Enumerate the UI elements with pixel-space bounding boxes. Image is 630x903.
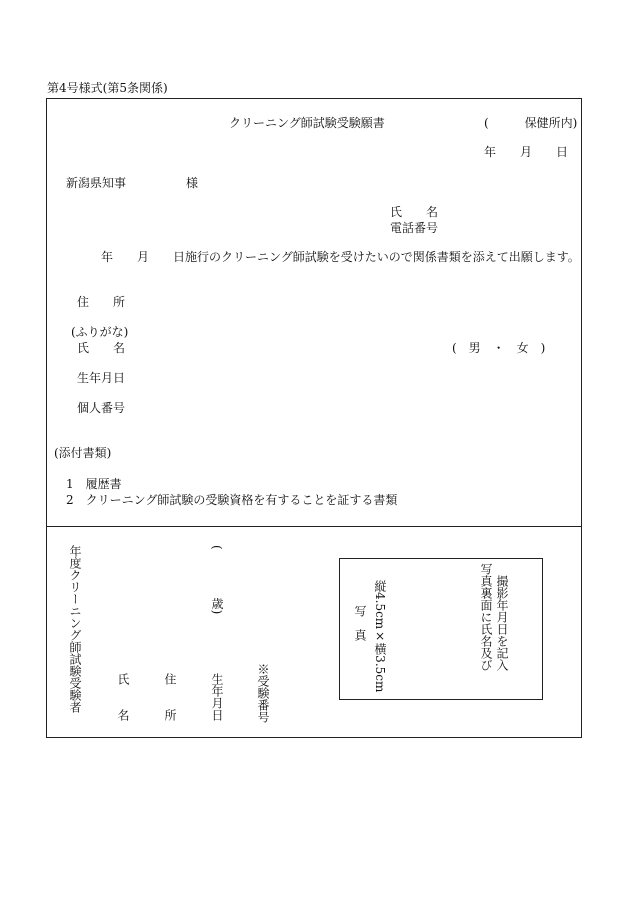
furigana-label: (ふりがな) [71, 325, 129, 339]
addressee: 新潟県知事 様 [66, 176, 199, 190]
form-number: 第4号様式(第5条関係) [47, 81, 168, 95]
attachments-heading: (添付書類) [54, 446, 112, 460]
health-center-field: ( 保健所内) [484, 116, 578, 130]
ticket-title: 年度クリーニング師試験受験者 [68, 545, 82, 713]
name-label: 氏 名 [77, 341, 126, 355]
photo-note-line-2: 撮影年月日を記入 [495, 575, 509, 671]
photo-box [339, 558, 543, 700]
section-divider [46, 526, 582, 527]
address-label: 住 所 [77, 295, 126, 309]
ticket-exam-number-label: ※受験番号 [256, 663, 270, 723]
attachment-item-2: 2 クリーニング師試験の受験資格を有することを証する書類 [66, 493, 398, 507]
personal-number-label: 個人番号 [77, 401, 126, 415]
photo-note-line-1: 写真裏面に氏名及び [479, 563, 493, 671]
birthdate-label: 生年月日 [77, 371, 126, 385]
ticket-address-label: 住 所 [163, 673, 177, 721]
attachment-item-1: 1 履歴書 [66, 477, 122, 491]
application-statement: 年 月 日施行のクリーニング師試験を受けたいので関係書類を添えて出願します。 [101, 250, 580, 264]
ticket-name-label: 氏 名 [116, 673, 130, 721]
gender-field: ( 男 ・ 女 ) [452, 341, 546, 355]
date-field: 年 月 日 [484, 145, 569, 159]
ticket-age-field: ( 歳) [210, 545, 224, 615]
form-title: クリーニング師試験受験願書 [229, 116, 385, 130]
applicant-phone-label: 電話番号 [390, 221, 439, 235]
ticket-birthdate-label: 生年月日 [210, 673, 224, 721]
applicant-name-label: 氏 名 [390, 205, 439, 219]
photo-label: 写 真 [353, 605, 367, 641]
photo-size: 縦4.5cm×横3.5cm [373, 580, 387, 693]
